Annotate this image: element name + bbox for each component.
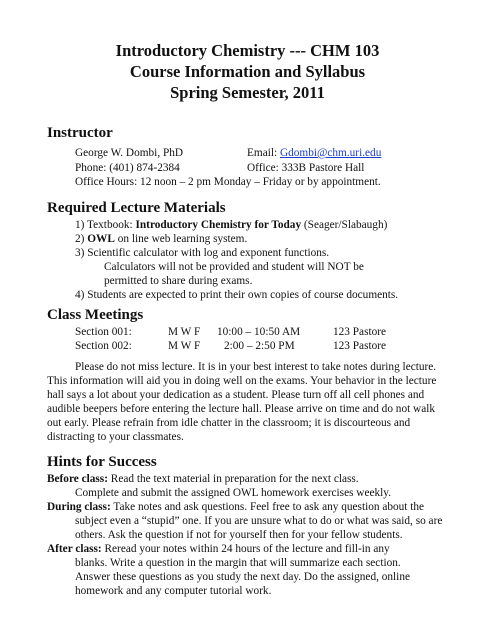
- owl-label: OWL: [87, 233, 115, 245]
- hint-label: During class:: [47, 501, 111, 513]
- materials-item-3: 3) Scientific calculator with log and exponent functions.: [75, 247, 330, 259]
- materials-heading: Required Lecture Materials: [47, 200, 226, 216]
- hint-text: Read the text material in preparation for the next class.: [107, 473, 359, 485]
- materials-item-4: 4) Students are expected to print their own copies of course documents.: [75, 289, 399, 301]
- materials-item-2: [75, 232, 247, 246]
- hint-text: Take notes and ask questions. Feel free to ask any question about the: [110, 501, 425, 513]
- hint-text: Reread your notes within 24 hours of the lecture and fill-in any: [101, 543, 390, 555]
- paragraph-line: Please do not miss lecture. It is in your best interest to take notes during lecture.: [75, 361, 437, 373]
- instructor-phone: Phone: (401) 874-2384: [75, 162, 180, 174]
- hint-label: Before class:: [47, 473, 108, 485]
- paragraph-line: out early. Please refrain from idle chatter in the classroom; it is discourteous and: [47, 417, 411, 429]
- section-name: Section 002:: [75, 340, 132, 352]
- paragraph-line: This information will aid you in doing well on the exams. Your behavior in the lecture: [47, 375, 437, 387]
- hint-during-cont: subject even a “stupid” one. If you are unsure what to do or what was said, so are: [75, 515, 443, 527]
- document-title: [0, 40, 495, 103]
- section-days: M W F: [168, 326, 201, 338]
- materials-item-3-note: permitted to share during exams.: [104, 275, 253, 287]
- item-text: 2): [75, 233, 88, 245]
- instructor-heading: Instructor: [47, 125, 113, 141]
- paragraph-line: distracting to your classmates.: [47, 431, 184, 443]
- section-time: 10:00 – 10:50 AM: [217, 326, 301, 338]
- hint-after-cont: homework and any computer tutorial work.: [75, 585, 272, 597]
- instructor-email-line: [247, 146, 381, 160]
- item-text: (Seager/Slabaugh): [301, 219, 388, 231]
- hint-before-cont: Complete and submit the assigned OWL homework exercises weekly.: [75, 487, 392, 499]
- section-room: 123 Pastore: [333, 340, 387, 352]
- course-title: Introductory Chemistry --- CHM 103: [115, 41, 380, 60]
- meetings-heading: Class Meetings: [47, 307, 144, 323]
- email-label: Email:: [247, 147, 280, 159]
- paragraph-line: hall says a lot about your dedication as a student. Please turn off all cell phones and: [47, 389, 425, 401]
- instructor-office: Office: 333B Pastore Hall: [247, 162, 365, 174]
- materials-item-1: [75, 218, 387, 232]
- hint-after: [47, 542, 390, 556]
- hint-after-cont: Answer these questions as you study the next day. Do the assigned, online: [75, 571, 410, 583]
- document-subtitle: Course Information and Syllabus: [129, 62, 366, 81]
- office-hours: Office Hours: 12 noon – 2 pm Monday – Friday or by appointment.: [75, 176, 381, 188]
- email-link[interactable]: Gdombi@chm.uri.edu: [279, 147, 382, 159]
- hints-heading: Hints for Success: [47, 454, 157, 470]
- paragraph-line: audible beepers before entering the lecture hall. Please arrive on time and do not walk: [47, 403, 436, 415]
- item-text: on line web learning system.: [114, 233, 248, 245]
- section-days: M W F: [168, 340, 201, 352]
- textbook-title: Introductory Chemistry for Today: [135, 219, 302, 231]
- semester-title: Spring Semester, 2011: [170, 83, 325, 102]
- item-text: 1) Textbook:: [75, 219, 136, 231]
- section-name: Section 001:: [75, 326, 132, 338]
- section-time: 2:00 – 2:50 PM: [224, 340, 295, 352]
- instructor-name: George W. Dombi, PhD: [75, 147, 184, 159]
- hint-before: [47, 472, 359, 486]
- hint-label: After class:: [47, 543, 102, 555]
- hint-after-cont: blanks. Write a question in the margin that will summarize each section.: [75, 557, 401, 569]
- materials-item-3-note: Calculators will not be provided and student will NOT be: [104, 261, 364, 273]
- hint-during-cont: others. Ask the question if not for yourself then for your fellow students.: [75, 529, 403, 541]
- section-room: 123 Pastore: [333, 326, 387, 338]
- hint-during: [47, 500, 424, 514]
